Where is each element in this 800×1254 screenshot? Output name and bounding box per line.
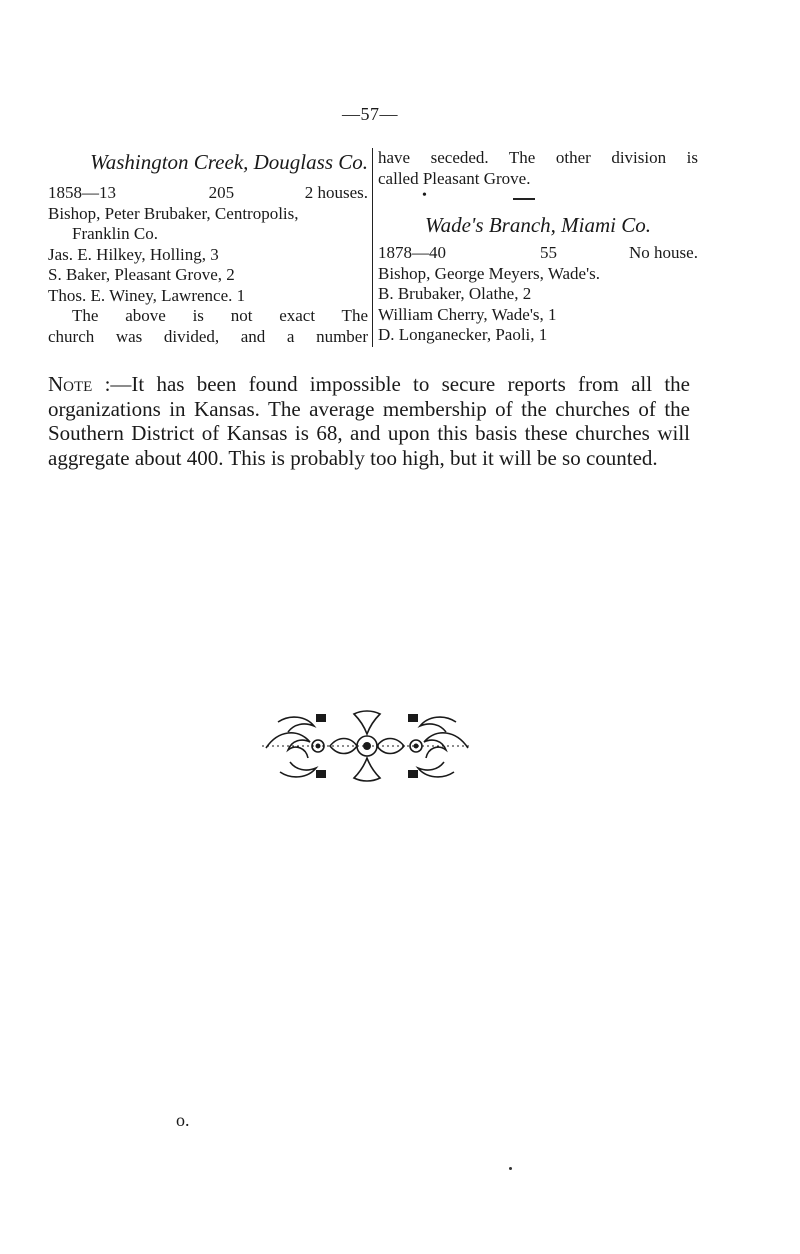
right-minister: D. Longanecker, Paoli, 1 <box>378 325 548 344</box>
left-minister: Jas. E. Hilkey, Holling, 3 <box>48 244 219 264</box>
left-stats-row <box>48 183 368 204</box>
left-column <box>48 148 373 347</box>
ornament-center-bottom <box>354 758 380 781</box>
ornament-right-scroll <box>424 733 468 758</box>
note-label: Note <box>48 372 93 396</box>
left-minister: S. Baker, Pleasant Grove, 2 <box>48 265 235 284</box>
separator-dash <box>513 198 535 200</box>
floral-ornament-icon <box>258 708 476 784</box>
section-separator <box>378 189 698 211</box>
right-stats-members: 55 <box>540 243 558 262</box>
right-stats-houses: No house. <box>629 243 698 262</box>
left-bishop-line1: Bishop, Peter Brubaker, Centropolis, <box>48 203 299 223</box>
right-continuation-line1: have seceded. The other division is <box>378 148 698 167</box>
ornament-right-leaf-low <box>418 762 454 777</box>
right-stats-year: 1878—40 <box>378 243 446 262</box>
ornament-left-leaf <box>278 717 314 732</box>
ornament-right-leaf <box>420 717 456 732</box>
ornament-left-block-top <box>316 714 326 722</box>
note-paragraph <box>48 372 690 470</box>
ornament-right-block-bottom <box>408 770 418 778</box>
two-column-block <box>48 148 698 347</box>
left-stats-houses: 2 houses. <box>304 183 368 202</box>
left-stats-year: 1858—13 <box>48 183 116 202</box>
ornament-right-block-top <box>408 714 418 722</box>
right-column <box>373 148 698 347</box>
left-stats-members: 205 <box>208 183 235 202</box>
right-minister: William Cherry, Wade's, 1 <box>378 304 557 324</box>
left-remark-line2: church was divided, and a number <box>48 326 368 346</box>
ornament-center-top <box>354 711 380 734</box>
left-minister: Thos. E. Winey, Lawrence. 1 <box>48 285 246 305</box>
ornament-left-scroll <box>266 733 310 758</box>
left-heading: Washington Creek, Douglass Co. <box>90 150 368 174</box>
right-heading: Wade's Branch, Miami Co. <box>425 213 651 237</box>
right-bishop-line: Bishop, George Meyers, Wade's. <box>378 263 601 283</box>
page-number: —57— <box>342 104 398 124</box>
right-minister: B. Brubaker, Olathe, 2 <box>378 284 532 303</box>
left-bishop-line2: Franklin Co. <box>72 224 158 243</box>
left-remark-line1: The above is not exact The <box>72 306 368 325</box>
signature-mark: o. <box>176 1110 190 1130</box>
note-text: :—It has been found impossible to secure reports from all the organizations in Kansas. The average membership of the churches of the Southern District of Kansas is 68, and upon this basis these churches will aggregate about 400. This is probably too high, but it will be so counted. <box>48 372 690 470</box>
print-speck <box>509 1167 512 1170</box>
ornament-left-block-bottom <box>316 770 326 778</box>
ornament-center-right-curl <box>377 739 404 754</box>
ornament-left-leaf-low <box>280 762 316 777</box>
right-stats-row <box>378 243 698 264</box>
right-continuation-line2: called Pleasant Grove. <box>378 168 531 188</box>
separator-dot: • <box>422 188 427 203</box>
